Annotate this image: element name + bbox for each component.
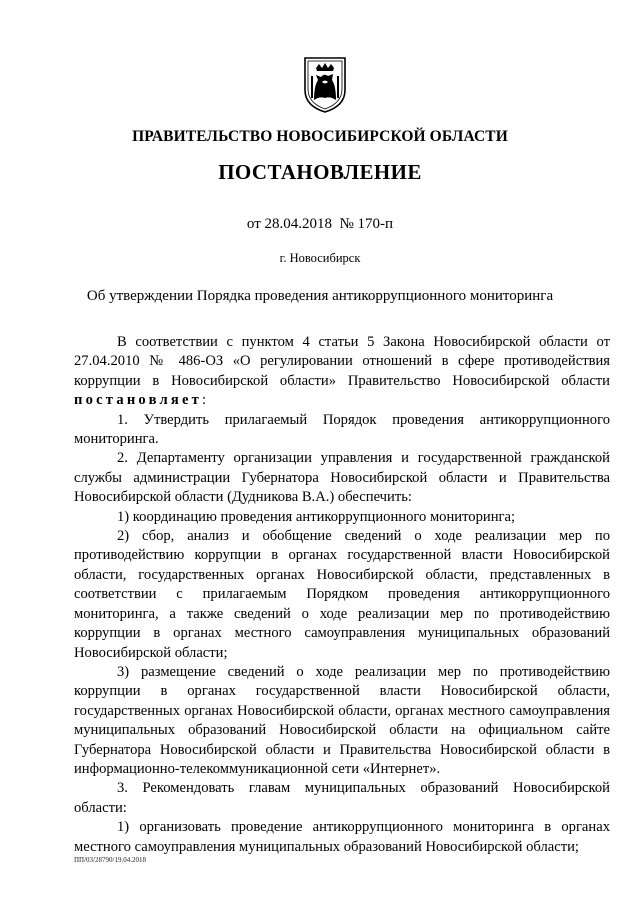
- document-type: ПОСТАНОВЛЕНИЕ: [218, 160, 422, 184]
- document-reference-code: ПП/03/28790/19.04.2018: [74, 856, 146, 864]
- paragraph-3-1: 1) организовать проведение антикоррупционного мониторинга в органах местного самоуправления муниципальных образований Новосибирской области;: [74, 819, 610, 855]
- paragraph-3: 3. Рекомендовать главам муниципальных образований Новосибирской области:: [74, 780, 610, 816]
- decree-verb: постановляет: [74, 392, 202, 409]
- document-body: [74, 333, 610, 857]
- paragraph-2-3: 3) размещение сведений о ходе реализации мер по противодействию коррупции в органах государственной власти Новосибирской области, государственных органах Новосибирской области, органах местного самоуправления муниципальных образований Новосибирской области на официальном сайте Губернатора Новосибирской области и Правительства Новосибирской области в информационно-телекоммуникационной сети «Интернет».: [74, 663, 610, 777]
- paragraph-2-2: 2) сбор, анализ и обобщение сведений о ходе реализации мер по противодействию коррупции в органах государственной власти Новосибирской области, государственных органах Новосибирской области, представленных в соответствии с прилагаемым Порядком проведения антикоррупционного мониторинга, а также сведений о ходе реализации мер по противодействию коррупции в органах местного самоуправления муниципальных образований Новосибирской области;: [74, 528, 610, 661]
- coat-of-arms-icon: [302, 56, 348, 114]
- document-subject: Об утверждении Порядка проведения антикоррупционного мониторинга: [86, 288, 554, 304]
- paragraph-2: 2. Департаменту организации управления и государственной гражданской службы администрации Губернатора Новосибирской области и Правительства Новосибирской области (Дудникова В.А.) обеспечить:: [74, 450, 610, 506]
- preamble-colon: :: [202, 392, 207, 409]
- document-city: г. Новосибирск: [279, 251, 361, 265]
- preamble-paragraph: [74, 333, 610, 411]
- document-date-number: от 28.04.2018 № 170-п: [246, 216, 394, 232]
- organization-name: ПРАВИТЕЛЬСТВО НОВОСИБИРСКОЙ ОБЛАСТИ: [132, 128, 508, 145]
- paragraph-1: 1. Утвердить прилагаемый Порядок проведения антикоррупционного мониторинга.: [74, 411, 610, 448]
- preamble-text: В соответствии с пунктом 4 статьи 5 Закона Новосибирской области от 27.04.2010 № 486-ОЗ «О регулировании отношений в сфере противодействия коррупции в Новосибирской области» Правительство Новосибирской области: [74, 334, 610, 389]
- paragraph-2-1: 1) координацию проведения антикоррупционного мониторинга;: [117, 508, 516, 525]
